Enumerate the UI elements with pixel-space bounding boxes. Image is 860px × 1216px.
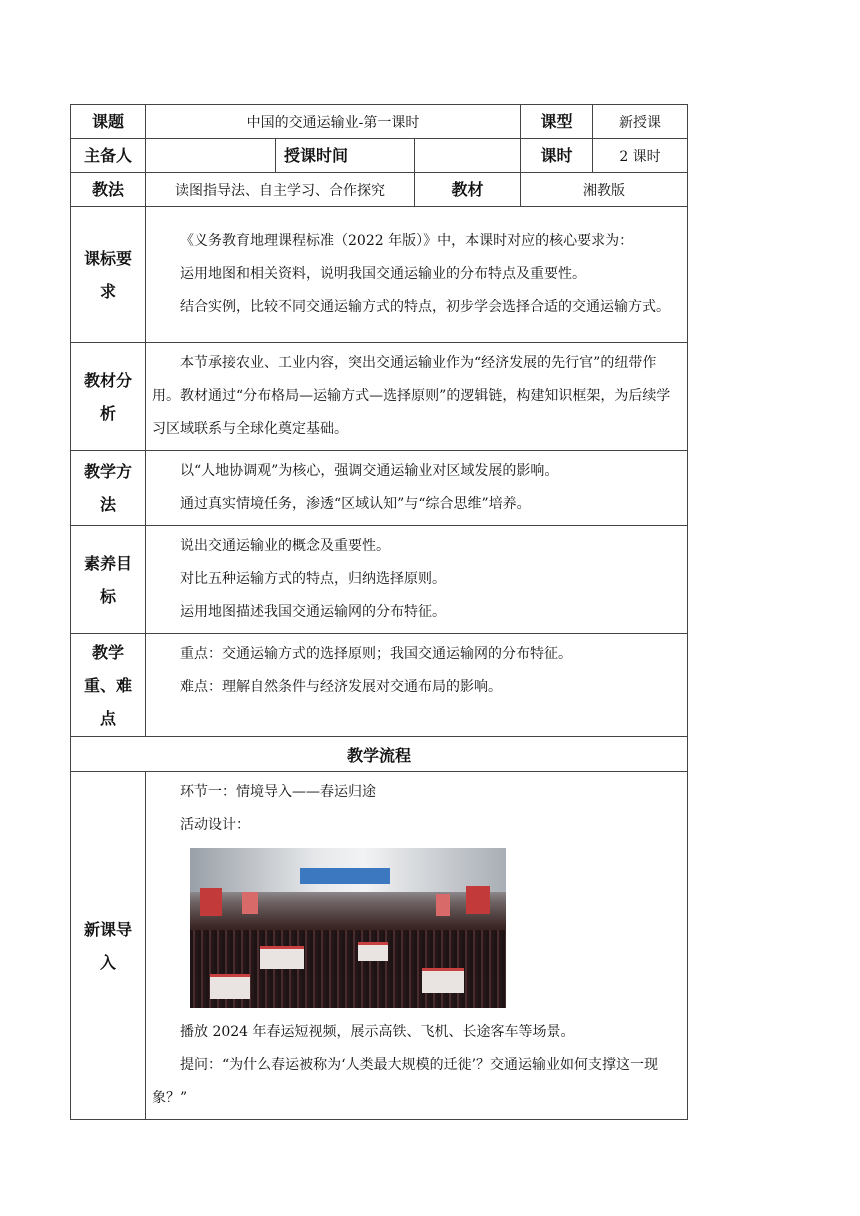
row-author	[71, 139, 688, 173]
author-label: 主备人	[71, 139, 146, 173]
row-method	[71, 173, 688, 207]
textbook-label: 教材	[415, 173, 521, 207]
teaching-method-line: 以“人地协调观”为核心，强调交通运输业对区域发展的影响。	[180, 463, 559, 479]
analysis-label: 教材分析	[71, 343, 146, 451]
lesson-plan	[70, 104, 687, 1120]
teaching-method-content	[146, 451, 688, 526]
goals-line: 运用地图描述我国交通运输网的分布特征。	[180, 604, 446, 620]
standard-line: 结合实例，比较不同交通运输方式的特点，初步学会选择合适的交通运输方式。	[180, 299, 670, 315]
key-points-label: 教学重、难点	[71, 634, 146, 737]
standard-content	[146, 207, 688, 343]
activity-label: 活动设计：	[180, 817, 250, 833]
row-standard	[71, 207, 688, 343]
hours-value: 2 课时	[593, 139, 688, 173]
analysis-content	[146, 343, 688, 451]
teaching-method-label: 教学方法	[71, 451, 146, 526]
row-topic	[71, 105, 688, 139]
standard-label: 课标要求	[71, 207, 146, 343]
standard-line: 运用地图和相关资料，说明我国交通运输业的分布特点及重要性。	[180, 266, 586, 282]
intro-line: 提问：“为什么春运被称为‘人类最大规模的迁徙’？交通运输业如何支撑这一现象？”	[152, 1057, 659, 1106]
row-intro	[71, 772, 688, 1120]
type-value: 新授课	[593, 105, 688, 139]
hours-label: 课时	[521, 139, 593, 173]
row-flow-title	[71, 737, 688, 772]
topic-value: 中国的交通运输业-第一课时	[146, 105, 521, 139]
textbook-value: 湘教版	[521, 173, 688, 207]
goals-content	[146, 526, 688, 634]
row-key-points	[71, 634, 688, 737]
goals-line: 说出交通运输业的概念及重要性。	[180, 538, 390, 554]
analysis-line: 本节承接农业、工业内容，突出交通运输业作为“经济发展的先行官”的纽带作用。教材通过“分布格局—运输方式—选择原则”的逻辑链，构建知识框架，为后续学习区域联系与全球化奠定基础。	[152, 355, 671, 437]
author-value	[146, 139, 276, 173]
key-points-line: 难点：理解自然条件与经济发展对交通布局的影响。	[180, 679, 502, 695]
standard-line: 《义务教育地理课程标准（2022 年版）》中，本课时对应的核心要求为：	[180, 233, 634, 249]
step-title: 环节一：情境导入——春运归途	[180, 784, 376, 800]
row-goals	[71, 526, 688, 634]
goals-line: 对比五种运输方式的特点，归纳选择原则。	[180, 571, 446, 587]
flow-title: 教学流程	[71, 737, 688, 772]
topic-label: 课题	[71, 105, 146, 139]
time-value	[415, 139, 521, 173]
type-label: 课型	[521, 105, 593, 139]
time-label: 授课时间	[276, 139, 415, 173]
key-points-content	[146, 634, 688, 737]
key-points-line: 重点：交通运输方式的选择原则；我国交通运输网的分布特征。	[180, 646, 572, 662]
lesson-plan-table	[70, 104, 688, 1120]
spring-festival-station-photo	[190, 848, 506, 1008]
teaching-method-line: 通过真实情境任务，渗透“区域认知”与“综合思维”培养。	[180, 496, 531, 512]
row-analysis	[71, 343, 688, 451]
method-value: 读图指导法、自主学习、合作探究	[146, 173, 415, 207]
intro-line: 播放 2024 年春运短视频，展示高铁、飞机、长途客车等场景。	[180, 1024, 575, 1040]
row-teaching-method	[71, 451, 688, 526]
intro-content	[146, 772, 688, 1120]
method-label: 教法	[71, 173, 146, 207]
goals-label: 素养目标	[71, 526, 146, 634]
intro-label: 新课导入	[71, 772, 146, 1120]
